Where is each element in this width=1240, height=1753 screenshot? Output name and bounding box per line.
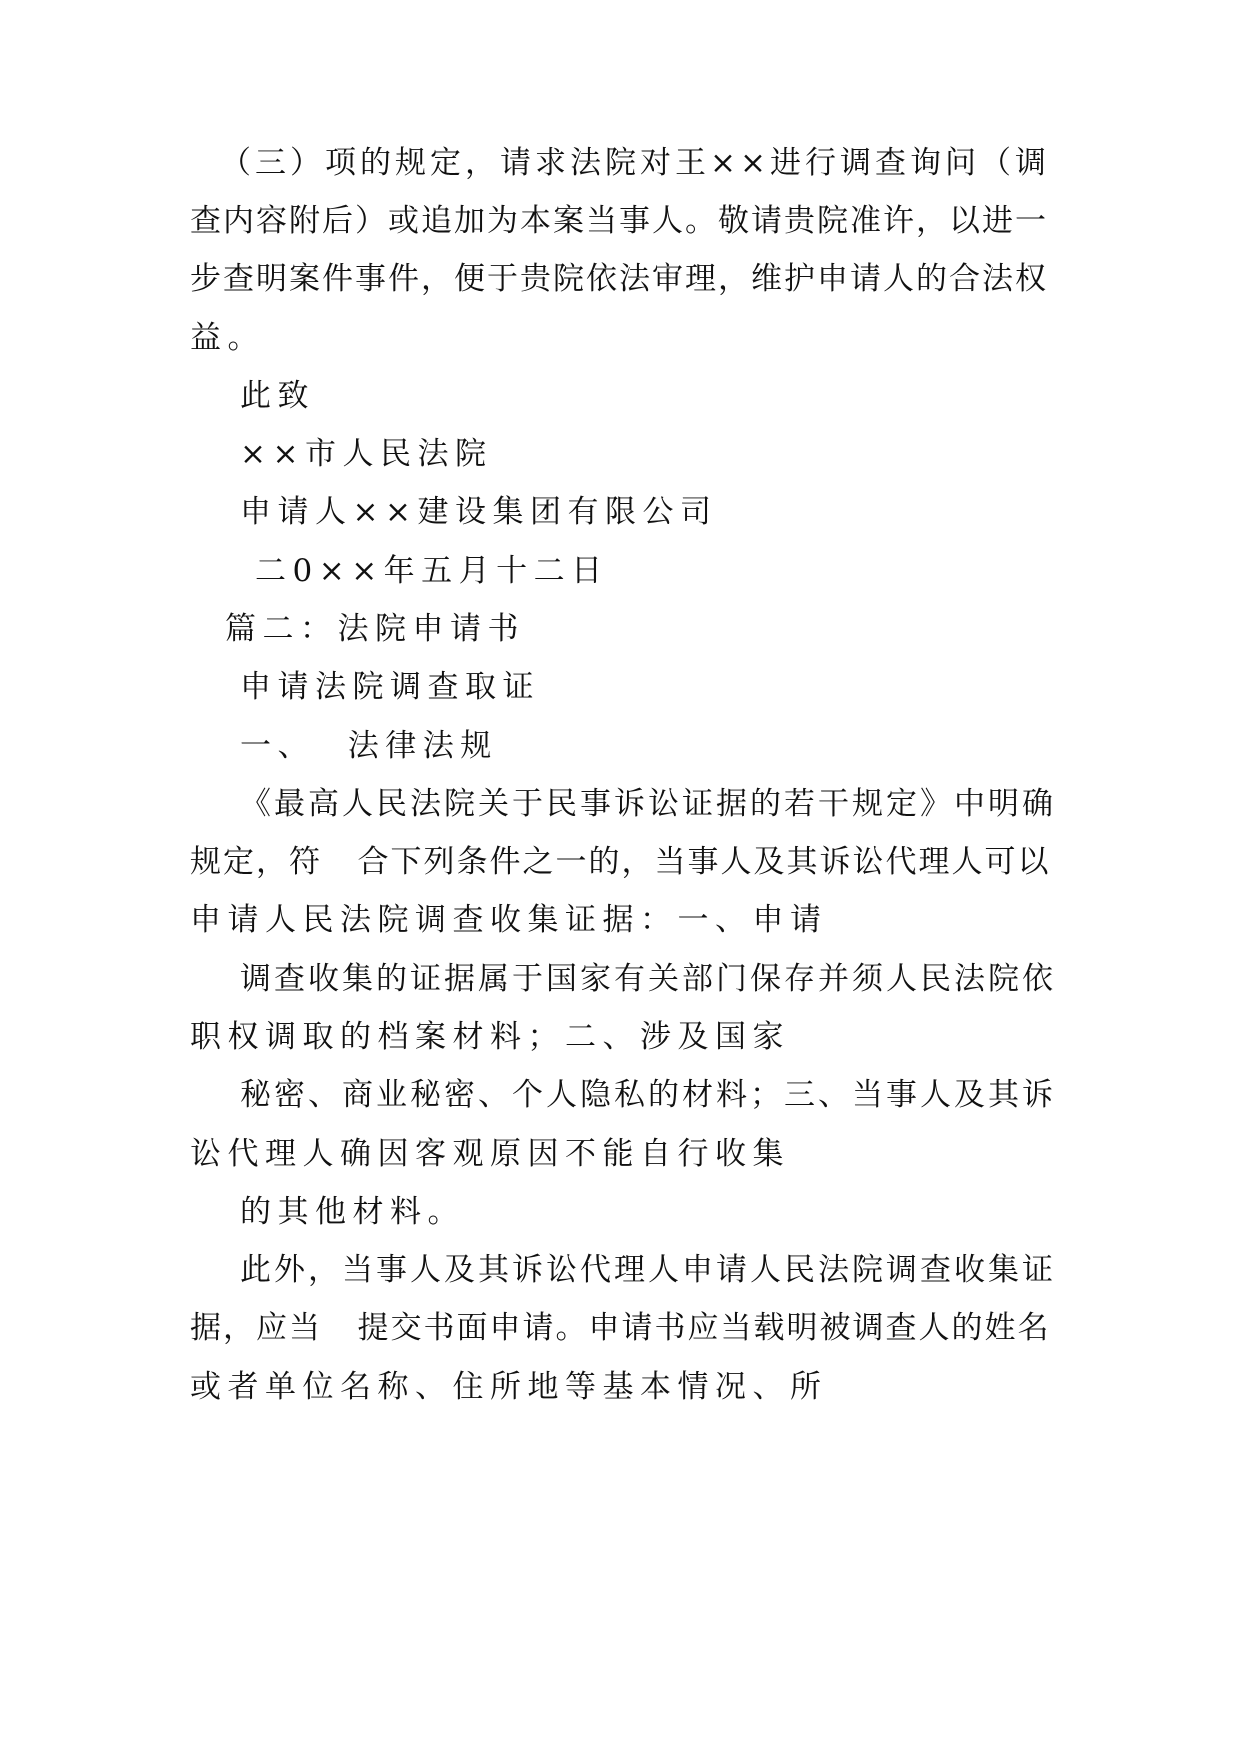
addressee: ××市人民法院 (240, 436, 493, 472)
text-line: 职权调取的档案材料；二、涉及国家 (190, 1019, 790, 1055)
closing-salutation: 此致 (240, 378, 315, 414)
text-line: 此外，当事人及其诉讼代理人申请人民法院调查收集证 (240, 1252, 1056, 1288)
document-date: 二0××年五月十二日 (255, 553, 609, 589)
document-title: 申请法院调查取证 (240, 669, 540, 705)
text-line: 《最高人民法院关于民事诉讼证据的若干规定》中明确 (240, 786, 1056, 822)
text-line: 调查收集的证据属于国家有关部门保存并须人民法院依 (240, 961, 1056, 997)
text-line: 秘密、商业秘密、个人隐私的材料；三、当事人及其诉 (240, 1077, 1056, 1113)
text-line: 据，应当 提交书面申请。申请书应当载明被调查人的姓名 (190, 1310, 1051, 1346)
text-line: 益。 (190, 320, 265, 356)
text-line: 申请人民法院调查收集证据：一、申请 (190, 902, 828, 938)
subsection-heading: 一、 法律法规 (240, 728, 498, 764)
text-line: 规定，符 合下列条件之一的，当事人及其诉讼代理人可以 (190, 844, 1051, 880)
section-heading: 篇二：法院申请书 (225, 611, 525, 647)
text-line: 讼代理人确因客观原因不能自行收集 (190, 1136, 790, 1172)
text-line: 或者单位名称、住所地等基本情况、所 (190, 1369, 828, 1405)
applicant-signature: 申请人××建设集团有限公司 (240, 494, 718, 530)
text-line: 查内容附后）或追加为本案当事人。敬请贵院准许，以进一 (190, 203, 1048, 239)
text-line: 的其他材料。 (240, 1194, 465, 1230)
text-line: （三）项的规定，请求法院对王××进行调查询问（调 (220, 145, 1050, 181)
text-line: 步查明案件事件，便于贵院依法审理，维护申请人的合法权 (190, 261, 1048, 297)
